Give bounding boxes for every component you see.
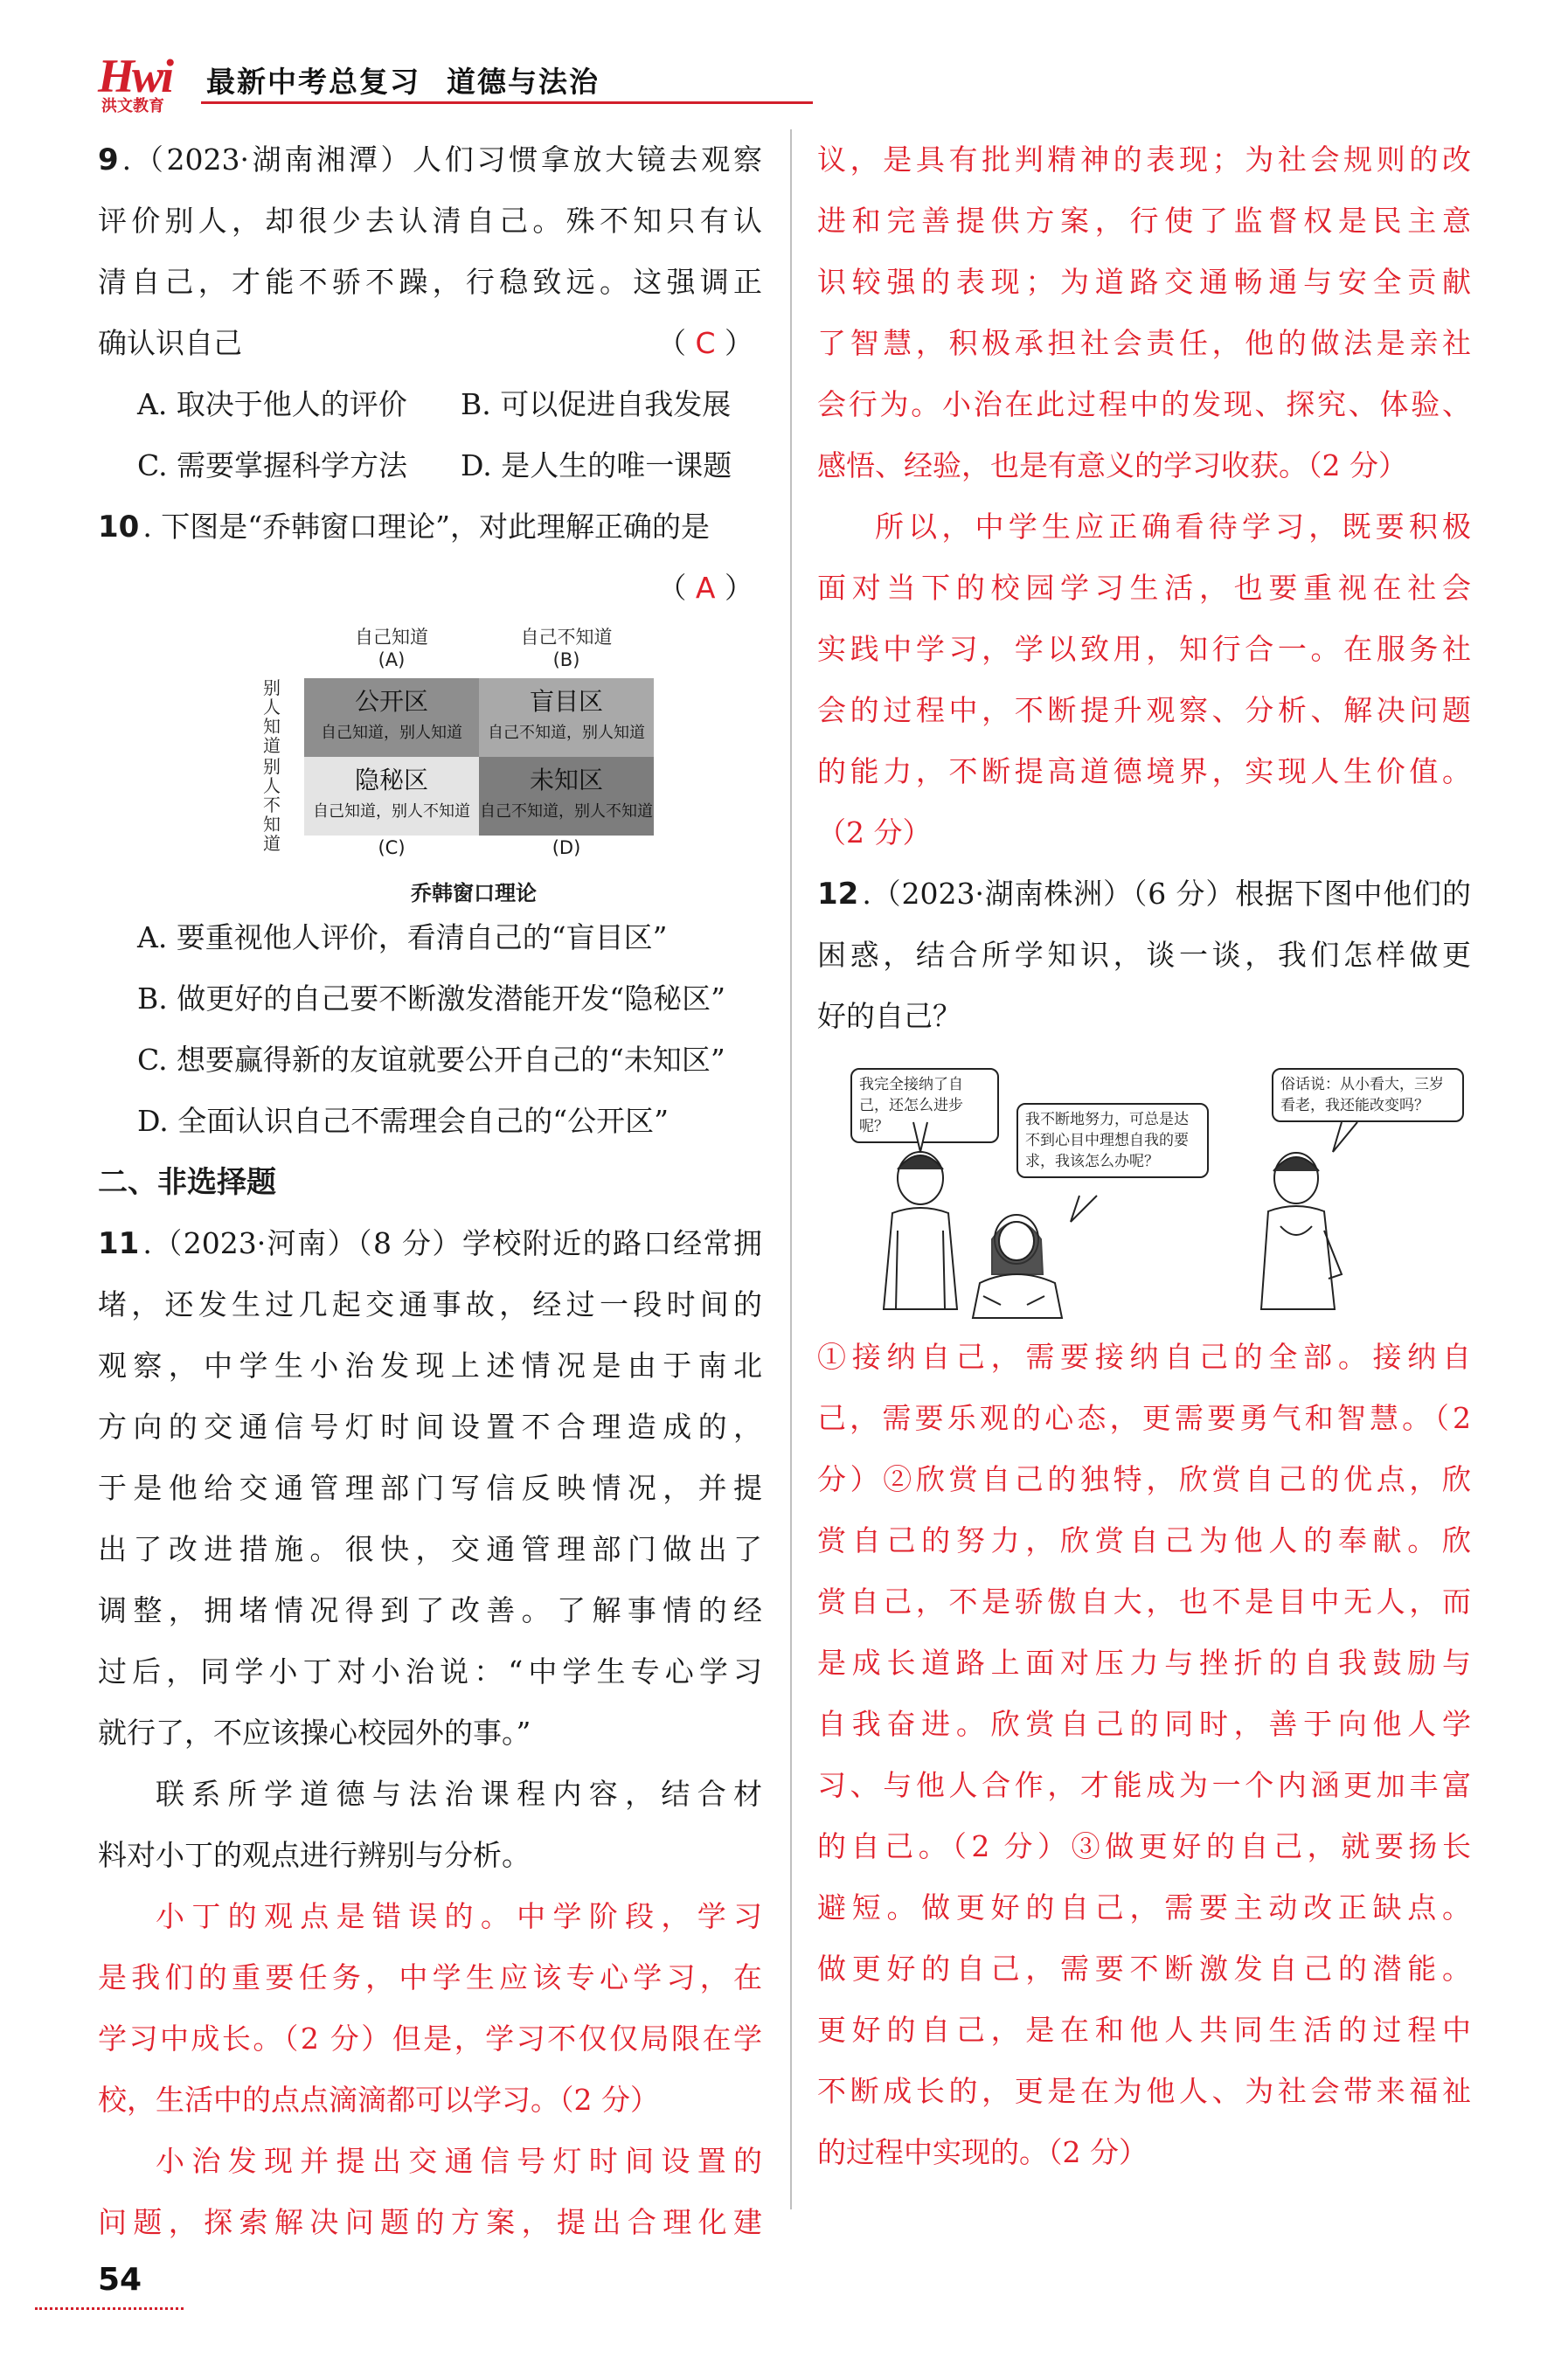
page-header [98, 52, 714, 114]
answer-block: ①接纳自己，需要接纳自己的全部。接纳自 己，需要乐观的心态，更需要勇气和智慧。（2 分）②欣赏自己的独特，欣赏自己的优点，欣 赏自己的努力，欣赏自己为他人的奉献。欣 赏自己，不是骄傲自大，也不是目中无人，而 是成长道路上面对压力与挫折的自我鼓励与 自我奋进。欣赏自己的同时，善于向他人学 习、与他人合作，才能成为一个内涵更加丰富 的自己。（2 分）③做更好的自己，就要扬长 避短。做更好的自己，需要主动改正缺点。 做更好的自己，需要不断激发自己的潜能。 更好的自己，是在和他人共同生活的过程中 不断成长的，更是在为他人、为社会带来福祉 的过程中实现的。（2 分） [817, 1340, 1471, 2169]
right-column [817, 129, 1471, 2183]
header-rule [201, 101, 813, 104]
cartoon-illustration [817, 1056, 1471, 1327]
row-label-others-dont-know: 别人不知道 [263, 756, 281, 854]
answer-letter: A [695, 571, 716, 605]
page-number: 54 [98, 2262, 142, 2298]
header-title [206, 59, 626, 101]
row-label-others-know: 别人知道 [263, 677, 281, 756]
cell-open-area: 公开区 自己知道，别人知道 [304, 678, 479, 757]
question-number: 12 [817, 877, 859, 912]
boy-right-figure [1261, 1153, 1342, 1309]
tag-d: (D) [552, 837, 581, 858]
figure-caption: 乔韩窗口理论 [411, 881, 537, 905]
publisher-name: 洪文教育 [101, 97, 164, 115]
option-c: C. 需要掌握科学方法 [137, 448, 408, 482]
tag-c: (C) [378, 837, 406, 858]
question-number: 9 [98, 142, 119, 177]
column-label-a: 自己知道 (A) [355, 627, 428, 670]
option-b: B. 做更好的自己要不断激发潜能开发“隐秘区” [137, 981, 725, 1016]
boy-left-figure [884, 1152, 957, 1309]
cartoon-figures [817, 1056, 1471, 1327]
question-number: 10 [98, 510, 140, 544]
option-d: D. 是人生的唯一课题 [461, 448, 732, 482]
question-12: 12 .（2023·湖南株洲）（6 分）根据下图中他们的 困惑，结合所学知识，谈一谈，我们怎样做更 好的自己？ 我完全接纳了自己，还怎么进步呢？ 我不断地努力，可总是达不到心目中理想自我的要求，我该怎么办呢？ 俗话说：从小看大，三岁看老，我还能改变吗？ ①接纳自己，需要接纳自己的全部。接纳自 己，需要乐观的心态，更需要勇气和智慧。（2 分）②欣赏自己的独特，欣赏自己的优点，欣 赏自己的努力，欣赏自己为他人的奉献。欣 赏自己，不是骄傲自大，也不是目中无人，而 是成长道路上面对压力与挫折的自我鼓励与 自我奋进。欣赏自己的同时，善于向他人学 习、与他人合作，才能成为一个内涵更加丰富 的自己。（2 分）③做更好的自己，就要扬长 避短。做更好的自己，需要主动改正缺点。 做更好的自己，需要不断激发自己的潜能。 更好的自己，是在和他人共同生活的过程中 不断成长的，更是在为他人、为社会带来福祉 的过程中实现的。（2 分） [817, 863, 1471, 2183]
option-a: A. 要重视他人评价，看清自己的“盲目区” [137, 920, 668, 954]
subject-title: 道德与法治 [447, 65, 600, 99]
option-b: B. 可以促进自我发展 [461, 387, 732, 421]
cell-hidden-area: 隐秘区 自己知道，别人不知道 [304, 757, 479, 836]
johari-window-figure [98, 619, 762, 907]
answer-block: 小丁的观点是错误的。中学阶段，学习 是我们的重要任务，中学生应该专心学习，在 学习中成长。（2 分）但是，学习不仅仅局限在学 校，生活中的点点滴滴都可以学习。（2 分） 小治发现并提出交通信号灯时间设置的 问题，探索解决问题的方案，提出合理化建 [98, 1899, 762, 2239]
cell-unknown-area: 未知区 自己不知道，别人不知道 [479, 757, 654, 836]
answer-block-continued: 议，是具有批判精神的表现；为社会规则的改 进和完善提供方案，行使了监督权是民主意 识较强的表现；为道路交通畅通与安全贡献 了智慧，积极承担社会责任，他的做法是亲社 会行为。小治在此过程中的发现、探究、体验、 感悟、经验，也是有意义的学习收获。（2 分） 所以，中学生应正确看待学习，既要积极 面对当下的校园学习生活，也要重视在社会 实践中学习，学以致用，知行合一。在服务社 会的过程中，不断提升观察、分析、解决问题 的能力，不断提高道德境界，实现人生价值。 （2 分） [817, 142, 1471, 850]
column-divider [790, 129, 792, 2209]
answer-bracket: （ A ） [657, 571, 753, 605]
speech-bubble-right: 俗话说：从小看大，三岁看老，我还能改变吗？ [1272, 1068, 1464, 1122]
answer-letter: C [695, 326, 716, 360]
question-number: 11 [98, 1226, 140, 1261]
option-a: A. 取决于他人的评价 [137, 387, 407, 421]
girl-figure [973, 1215, 1062, 1318]
option-d: D. 全面认识自己不需理会自己的“公开区” [137, 1104, 670, 1138]
left-column [98, 129, 762, 2253]
cell-blind-area: 盲目区 自己不知道，别人知道 [479, 678, 654, 757]
speech-bubble-left: 我完全接纳了自己，还怎么进步呢？ [850, 1068, 999, 1143]
question-prompt: 联系所学道德与法治课程内容，结合材 [156, 1777, 762, 1811]
publisher-logo: Hwi [98, 50, 172, 102]
footer-dotted-rule [35, 2307, 184, 2310]
section-heading: 二、非选择题 [98, 1165, 276, 1200]
book-title: 最新中考总复习 [206, 65, 420, 99]
column-label-b: 自己不知道 (B) [520, 627, 613, 670]
question-11: 11 .（2023·河南）（8 分）学校附近的路口经常拥 堵，还发生过几起交通事故，经过一段时间的 观察，中学生小治发现上述情况是由于南北 方向的交通信号灯时间设置不合理造成的， 于是他给交通管理部门写信反映情况，并提 出了改进措施。很快，交通管理部门做出了 调整，拥堵情况得到了改善。了解事情的经 过后，同学小丁对小治说：“中学生专心学习 就行了，不应该操心校园外的事。” 联系所学道德与法治课程内容，结合材 料对小丁的观点进行辨别与分析。 小丁的观点是错误的。中学阶段，学习 是我们的重要任务，中学生应该专心学习，在 学习中成长。（2 分）但是，学习不仅仅局限在学 校，生活中的点点滴滴都可以学习。（2 分） 小治发现并提出交通信号灯时间设置的 问题，探索解决问题的方案，提出合理化建 [98, 1213, 762, 2253]
question-10: 10 . 下图是“乔韩窗口理论”，对此理解正确的是 （ A ） 自己知道 (A) 自己不知道 (B) 别人知道 别人不知道 公开区 自己知道，别人知道 盲目区 自己不知道，别人知道 隐秘区 自己知道，别人不知道 未知区 自己不知道，别人不知道 (C) (D) 乔韩窗口理论 A. 要重视他人评价，看清自己的“盲目区” B. 做更好的自己要不断激发潜能开发“隐秘区” C. 想要赢得新的友谊就要公开自己的“未知区” D. 全面认识自己不需理会自己的“公开区” [98, 496, 762, 1152]
option-c: C. 想要赢得新的友谊就要公开自己的“未知区” [137, 1043, 725, 1077]
question-9: 9 .（2023·湖南湘潭）人们习惯拿放大镜去观察 评价别人，却很少去认清自己。殊不知只有认 清自己，才能不骄不躁，行稳致远。这强调正 确认识自己 （ C ） A. 取决于他人的评价 B. 可以促进自我发展 C. 需要掌握科学方法 D. 是人生的唯一课题 [98, 129, 762, 496]
answer-bracket: （ C ） [656, 326, 753, 360]
speech-bubble-middle: 我不断地努力，可总是达不到心目中理想自我的要求，我该怎么办呢？ [1016, 1103, 1209, 1178]
